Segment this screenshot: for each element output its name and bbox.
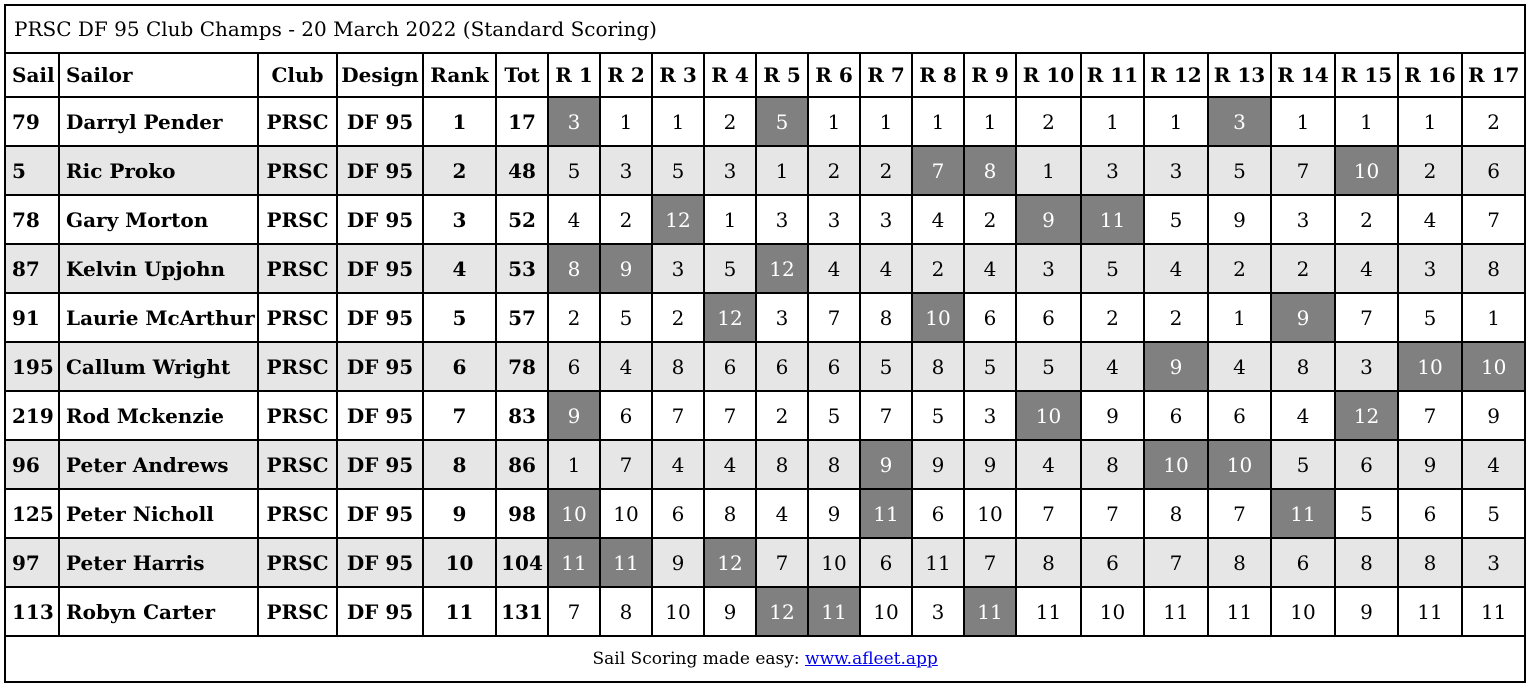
- rank-cell: 10: [423, 538, 496, 587]
- race-score-cell: 3: [1016, 244, 1081, 293]
- race-score-cell: 6: [964, 293, 1016, 342]
- club-cell: PRSC: [258, 97, 337, 146]
- race-score-cell: 4: [756, 489, 808, 538]
- race-score-cell: 7: [964, 538, 1016, 587]
- race-score-cell: 9: [964, 440, 1016, 489]
- sailor-name-cell: Peter Nicholl: [59, 489, 258, 538]
- design-cell: DF 95: [337, 342, 423, 391]
- race-score-cell: 3: [1081, 146, 1144, 195]
- sailor-name-cell: Rod Mckenzie: [59, 391, 258, 440]
- discarded-race-score-cell: 10: [1144, 440, 1208, 489]
- discarded-race-score-cell: 10: [1208, 440, 1271, 489]
- race-score-cell: 7: [756, 538, 808, 587]
- design-cell: DF 95: [337, 489, 423, 538]
- club-cell: PRSC: [258, 293, 337, 342]
- discarded-race-score-cell: 12: [1335, 391, 1398, 440]
- discarded-race-score-cell: 9: [1016, 195, 1081, 244]
- race-score-cell: 3: [1144, 146, 1208, 195]
- column-header: Sailor: [59, 53, 258, 97]
- discarded-race-score-cell: 10: [1335, 146, 1398, 195]
- race-score-cell: 5: [1398, 293, 1462, 342]
- race-score-cell: 3: [704, 146, 756, 195]
- race-score-cell: 1: [1016, 146, 1081, 195]
- race-score-cell: 3: [964, 391, 1016, 440]
- race-score-cell: 2: [600, 195, 652, 244]
- race-score-cell: 3: [1271, 195, 1335, 244]
- rank-cell: 7: [423, 391, 496, 440]
- race-score-cell: 1: [1081, 97, 1144, 146]
- sail-number-cell: 96: [5, 440, 59, 489]
- race-score-cell: 3: [1462, 538, 1525, 587]
- race-score-cell: 5: [1081, 244, 1144, 293]
- discarded-race-score-cell: 9: [860, 440, 912, 489]
- race-score-cell: 2: [964, 195, 1016, 244]
- total-cell: 83: [496, 391, 548, 440]
- discarded-race-score-cell: 11: [860, 489, 912, 538]
- discarded-race-score-cell: 10: [1398, 342, 1462, 391]
- club-cell: PRSC: [258, 391, 337, 440]
- table-row: [5, 195, 1525, 244]
- design-cell: DF 95: [337, 97, 423, 146]
- total-cell: 48: [496, 146, 548, 195]
- race-score-cell: 8: [1144, 489, 1208, 538]
- club-cell: PRSC: [258, 195, 337, 244]
- discarded-race-score-cell: 11: [1271, 489, 1335, 538]
- race-score-cell: 7: [1335, 293, 1398, 342]
- column-header: R 10: [1016, 53, 1081, 97]
- race-score-cell: 9: [704, 587, 756, 636]
- race-score-cell: 1: [756, 146, 808, 195]
- race-score-cell: 5: [964, 342, 1016, 391]
- results-title: PRSC DF 95 Club Champs - 20 March 2022 (Standard Scoring): [5, 5, 1525, 53]
- design-cell: DF 95: [337, 587, 423, 636]
- race-score-cell: 1: [1271, 97, 1335, 146]
- race-score-cell: 6: [1144, 391, 1208, 440]
- club-cell: PRSC: [258, 538, 337, 587]
- discarded-race-score-cell: 8: [964, 146, 1016, 195]
- discarded-race-score-cell: 12: [652, 195, 704, 244]
- column-header: Rank: [423, 53, 496, 97]
- table-row: [5, 342, 1525, 391]
- sailor-name-cell: Robyn Carter: [59, 587, 258, 636]
- column-header: R 4: [704, 53, 756, 97]
- column-header: R 14: [1271, 53, 1335, 97]
- column-header: Sail: [5, 53, 59, 97]
- design-cell: DF 95: [337, 391, 423, 440]
- race-score-cell: 4: [860, 244, 912, 293]
- discarded-race-score-cell: 11: [1081, 195, 1144, 244]
- column-header: R 8: [912, 53, 964, 97]
- rank-cell: 11: [423, 587, 496, 636]
- column-header: R 15: [1335, 53, 1398, 97]
- race-score-cell: 7: [652, 391, 704, 440]
- race-score-cell: 1: [912, 97, 964, 146]
- club-cell: PRSC: [258, 440, 337, 489]
- race-score-cell: 6: [652, 489, 704, 538]
- race-score-cell: 8: [600, 587, 652, 636]
- race-score-cell: 8: [1016, 538, 1081, 587]
- total-cell: 78: [496, 342, 548, 391]
- race-score-cell: 9: [808, 489, 860, 538]
- race-score-cell: 7: [1462, 195, 1525, 244]
- discarded-race-score-cell: 10: [912, 293, 964, 342]
- discarded-race-score-cell: 12: [756, 587, 808, 636]
- sail-number-cell: 195: [5, 342, 59, 391]
- footer-text: Sail Scoring made easy:: [592, 649, 806, 669]
- race-score-cell: 5: [704, 244, 756, 293]
- club-cell: PRSC: [258, 342, 337, 391]
- table-row: [5, 244, 1525, 293]
- sail-number-cell: 113: [5, 587, 59, 636]
- race-score-cell: 4: [964, 244, 1016, 293]
- race-score-cell: 9: [652, 538, 704, 587]
- column-header: R 17: [1462, 53, 1525, 97]
- race-score-cell: 3: [808, 195, 860, 244]
- race-score-cell: 2: [1462, 97, 1525, 146]
- race-score-cell: 11: [1144, 587, 1208, 636]
- design-cell: DF 95: [337, 195, 423, 244]
- race-score-cell: 1: [808, 97, 860, 146]
- race-score-cell: 2: [912, 244, 964, 293]
- total-cell: 53: [496, 244, 548, 293]
- race-score-cell: 1: [1144, 97, 1208, 146]
- sailor-name-cell: Kelvin Upjohn: [59, 244, 258, 293]
- race-score-cell: 10: [964, 489, 1016, 538]
- table-row: [5, 146, 1525, 195]
- column-header: R 12: [1144, 53, 1208, 97]
- rank-cell: 8: [423, 440, 496, 489]
- race-score-cell: 9: [912, 440, 964, 489]
- race-score-cell: 7: [1398, 391, 1462, 440]
- race-score-cell: 6: [756, 342, 808, 391]
- column-header: Tot: [496, 53, 548, 97]
- table-row: [5, 587, 1525, 636]
- club-cell: PRSC: [258, 244, 337, 293]
- discarded-race-score-cell: 3: [1208, 97, 1271, 146]
- total-cell: 86: [496, 440, 548, 489]
- design-cell: DF 95: [337, 244, 423, 293]
- sailor-name-cell: Darryl Pender: [59, 97, 258, 146]
- column-header: R 1: [548, 53, 600, 97]
- race-score-cell: 4: [1016, 440, 1081, 489]
- race-score-cell: 4: [1081, 342, 1144, 391]
- race-score-cell: 7: [860, 391, 912, 440]
- race-score-cell: 5: [912, 391, 964, 440]
- race-score-cell: 4: [1462, 440, 1525, 489]
- race-score-cell: 1: [1335, 97, 1398, 146]
- discarded-race-score-cell: 12: [756, 244, 808, 293]
- rank-cell: 2: [423, 146, 496, 195]
- race-score-cell: 9: [1462, 391, 1525, 440]
- design-cell: DF 95: [337, 440, 423, 489]
- sail-number-cell: 91: [5, 293, 59, 342]
- race-score-cell: 8: [1271, 342, 1335, 391]
- race-score-cell: 11: [1462, 587, 1525, 636]
- footer: [5, 636, 1525, 682]
- race-score-cell: 3: [756, 195, 808, 244]
- sail-number-cell: 78: [5, 195, 59, 244]
- discarded-race-score-cell: 12: [704, 538, 756, 587]
- race-score-cell: 4: [600, 342, 652, 391]
- race-score-cell: 1: [600, 97, 652, 146]
- rank-cell: 4: [423, 244, 496, 293]
- race-score-cell: 7: [1081, 489, 1144, 538]
- race-score-cell: 6: [1462, 146, 1525, 195]
- total-cell: 17: [496, 97, 548, 146]
- race-score-cell: 1: [704, 195, 756, 244]
- column-header: R 11: [1081, 53, 1144, 97]
- race-score-cell: 5: [548, 146, 600, 195]
- results-table: [4, 4, 1526, 683]
- race-score-cell: 7: [1271, 146, 1335, 195]
- race-score-cell: 6: [600, 391, 652, 440]
- sailor-name-cell: Laurie McArthur: [59, 293, 258, 342]
- race-score-cell: 2: [1271, 244, 1335, 293]
- race-score-cell: 6: [704, 342, 756, 391]
- race-score-cell: 8: [860, 293, 912, 342]
- race-score-cell: 8: [704, 489, 756, 538]
- race-score-cell: 5: [1144, 195, 1208, 244]
- race-score-cell: 7: [1208, 489, 1271, 538]
- total-cell: 98: [496, 489, 548, 538]
- race-score-cell: 1: [860, 97, 912, 146]
- race-score-cell: 4: [548, 195, 600, 244]
- race-score-cell: 2: [1335, 195, 1398, 244]
- race-score-cell: 9: [1081, 391, 1144, 440]
- race-score-cell: 4: [1335, 244, 1398, 293]
- race-score-cell: 9: [1335, 587, 1398, 636]
- total-cell: 57: [496, 293, 548, 342]
- column-header: R 7: [860, 53, 912, 97]
- race-score-cell: 6: [1335, 440, 1398, 489]
- discarded-race-score-cell: 10: [548, 489, 600, 538]
- rank-cell: 9: [423, 489, 496, 538]
- total-cell: 52: [496, 195, 548, 244]
- race-score-cell: 3: [860, 195, 912, 244]
- race-score-cell: 2: [1144, 293, 1208, 342]
- column-header: Design: [337, 53, 423, 97]
- table-row: [5, 97, 1525, 146]
- discarded-race-score-cell: 8: [548, 244, 600, 293]
- race-score-cell: 10: [808, 538, 860, 587]
- sail-number-cell: 219: [5, 391, 59, 440]
- race-score-cell: 2: [860, 146, 912, 195]
- discarded-race-score-cell: 3: [548, 97, 600, 146]
- afleet-link[interactable]: www.afleet.app: [805, 649, 938, 669]
- race-score-cell: 7: [808, 293, 860, 342]
- race-score-cell: 8: [808, 440, 860, 489]
- header-row: [5, 53, 1525, 97]
- sail-number-cell: 87: [5, 244, 59, 293]
- sailor-name-cell: Peter Harris: [59, 538, 258, 587]
- race-score-cell: 8: [1398, 538, 1462, 587]
- race-score-cell: 2: [548, 293, 600, 342]
- race-score-cell: 2: [1398, 146, 1462, 195]
- race-score-cell: 1: [1208, 293, 1271, 342]
- column-header: R 5: [756, 53, 808, 97]
- race-score-cell: 5: [600, 293, 652, 342]
- race-score-cell: 2: [652, 293, 704, 342]
- race-score-cell: 10: [1271, 587, 1335, 636]
- table-row: [5, 489, 1525, 538]
- race-score-cell: 2: [1081, 293, 1144, 342]
- column-header: Club: [258, 53, 337, 97]
- race-score-cell: 2: [1208, 244, 1271, 293]
- discarded-race-score-cell: 11: [964, 587, 1016, 636]
- race-score-cell: 10: [652, 587, 704, 636]
- race-score-cell: 8: [756, 440, 808, 489]
- table-row: [5, 391, 1525, 440]
- discarded-race-score-cell: 9: [1271, 293, 1335, 342]
- race-score-cell: 9: [1398, 440, 1462, 489]
- race-score-cell: 6: [1081, 538, 1144, 587]
- sailor-name-cell: Peter Andrews: [59, 440, 258, 489]
- race-score-cell: 6: [548, 342, 600, 391]
- race-score-cell: 6: [1398, 489, 1462, 538]
- results-body: [5, 97, 1525, 636]
- column-header: R 16: [1398, 53, 1462, 97]
- race-score-cell: 5: [1335, 489, 1398, 538]
- race-score-cell: 11: [1398, 587, 1462, 636]
- race-score-cell: 1: [548, 440, 600, 489]
- race-score-cell: 8: [652, 342, 704, 391]
- discarded-race-score-cell: 11: [600, 538, 652, 587]
- race-score-cell: 4: [912, 195, 964, 244]
- club-cell: PRSC: [258, 587, 337, 636]
- race-score-cell: 6: [1271, 538, 1335, 587]
- sail-number-cell: 79: [5, 97, 59, 146]
- race-score-cell: 10: [860, 587, 912, 636]
- race-score-cell: 4: [704, 440, 756, 489]
- column-header: R 3: [652, 53, 704, 97]
- discarded-race-score-cell: 11: [808, 587, 860, 636]
- race-score-cell: 8: [912, 342, 964, 391]
- rank-cell: 1: [423, 97, 496, 146]
- race-score-cell: 7: [548, 587, 600, 636]
- rank-cell: 3: [423, 195, 496, 244]
- race-score-cell: 2: [1016, 97, 1081, 146]
- discarded-race-score-cell: 9: [600, 244, 652, 293]
- race-score-cell: 11: [912, 538, 964, 587]
- race-score-cell: 1: [652, 97, 704, 146]
- sail-number-cell: 97: [5, 538, 59, 587]
- race-score-cell: 7: [704, 391, 756, 440]
- race-score-cell: 8: [1208, 538, 1271, 587]
- race-score-cell: 2: [756, 391, 808, 440]
- sail-number-cell: 5: [5, 146, 59, 195]
- race-score-cell: 5: [1462, 489, 1525, 538]
- race-score-cell: 4: [1398, 195, 1462, 244]
- column-header: R 13: [1208, 53, 1271, 97]
- race-score-cell: 4: [1271, 391, 1335, 440]
- sailor-name-cell: Ric Proko: [59, 146, 258, 195]
- race-score-cell: 6: [1208, 391, 1271, 440]
- race-score-cell: 3: [1335, 342, 1398, 391]
- discarded-race-score-cell: 7: [912, 146, 964, 195]
- table-row: [5, 293, 1525, 342]
- rank-cell: 5: [423, 293, 496, 342]
- discarded-race-score-cell: 10: [1462, 342, 1525, 391]
- race-score-cell: 5: [808, 391, 860, 440]
- race-score-cell: 6: [860, 538, 912, 587]
- club-cell: PRSC: [258, 489, 337, 538]
- race-score-cell: 6: [808, 342, 860, 391]
- discarded-race-score-cell: 12: [704, 293, 756, 342]
- design-cell: DF 95: [337, 538, 423, 587]
- race-score-cell: 3: [912, 587, 964, 636]
- discarded-race-score-cell: 5: [756, 97, 808, 146]
- race-score-cell: 1: [1398, 97, 1462, 146]
- race-score-cell: 8: [1335, 538, 1398, 587]
- race-score-cell: 1: [1462, 293, 1525, 342]
- race-score-cell: 3: [652, 244, 704, 293]
- race-score-cell: 4: [808, 244, 860, 293]
- race-score-cell: 10: [1081, 587, 1144, 636]
- race-score-cell: 5: [1016, 342, 1081, 391]
- race-score-cell: 4: [1208, 342, 1271, 391]
- sailor-name-cell: Callum Wright: [59, 342, 258, 391]
- race-score-cell: 3: [600, 146, 652, 195]
- discarded-race-score-cell: 9: [1144, 342, 1208, 391]
- discarded-race-score-cell: 11: [548, 538, 600, 587]
- race-score-cell: 11: [1208, 587, 1271, 636]
- race-score-cell: 5: [860, 342, 912, 391]
- total-cell: 104: [496, 538, 548, 587]
- race-score-cell: 7: [1016, 489, 1081, 538]
- race-score-cell: 8: [1081, 440, 1144, 489]
- race-score-cell: 1: [964, 97, 1016, 146]
- club-cell: PRSC: [258, 146, 337, 195]
- race-score-cell: 4: [652, 440, 704, 489]
- sail-number-cell: 125: [5, 489, 59, 538]
- design-cell: DF 95: [337, 146, 423, 195]
- race-score-cell: 6: [1016, 293, 1081, 342]
- rank-cell: 6: [423, 342, 496, 391]
- discarded-race-score-cell: 9: [548, 391, 600, 440]
- race-score-cell: 9: [1208, 195, 1271, 244]
- table-row: [5, 440, 1525, 489]
- race-score-cell: 3: [756, 293, 808, 342]
- column-header: R 6: [808, 53, 860, 97]
- race-score-cell: 3: [1398, 244, 1462, 293]
- race-score-cell: 11: [1016, 587, 1081, 636]
- column-header: R 2: [600, 53, 652, 97]
- race-score-cell: 5: [1271, 440, 1335, 489]
- race-score-cell: 2: [808, 146, 860, 195]
- total-cell: 131: [496, 587, 548, 636]
- race-score-cell: 7: [600, 440, 652, 489]
- race-score-cell: 6: [912, 489, 964, 538]
- discarded-race-score-cell: 10: [1016, 391, 1081, 440]
- design-cell: DF 95: [337, 293, 423, 342]
- race-score-cell: 5: [652, 146, 704, 195]
- table-row: [5, 538, 1525, 587]
- race-score-cell: 2: [704, 97, 756, 146]
- column-header: R 9: [964, 53, 1016, 97]
- sailor-name-cell: Gary Morton: [59, 195, 258, 244]
- race-score-cell: 5: [1208, 146, 1271, 195]
- race-score-cell: 8: [1462, 244, 1525, 293]
- race-score-cell: 7: [1144, 538, 1208, 587]
- race-score-cell: 10: [600, 489, 652, 538]
- race-score-cell: 4: [1144, 244, 1208, 293]
